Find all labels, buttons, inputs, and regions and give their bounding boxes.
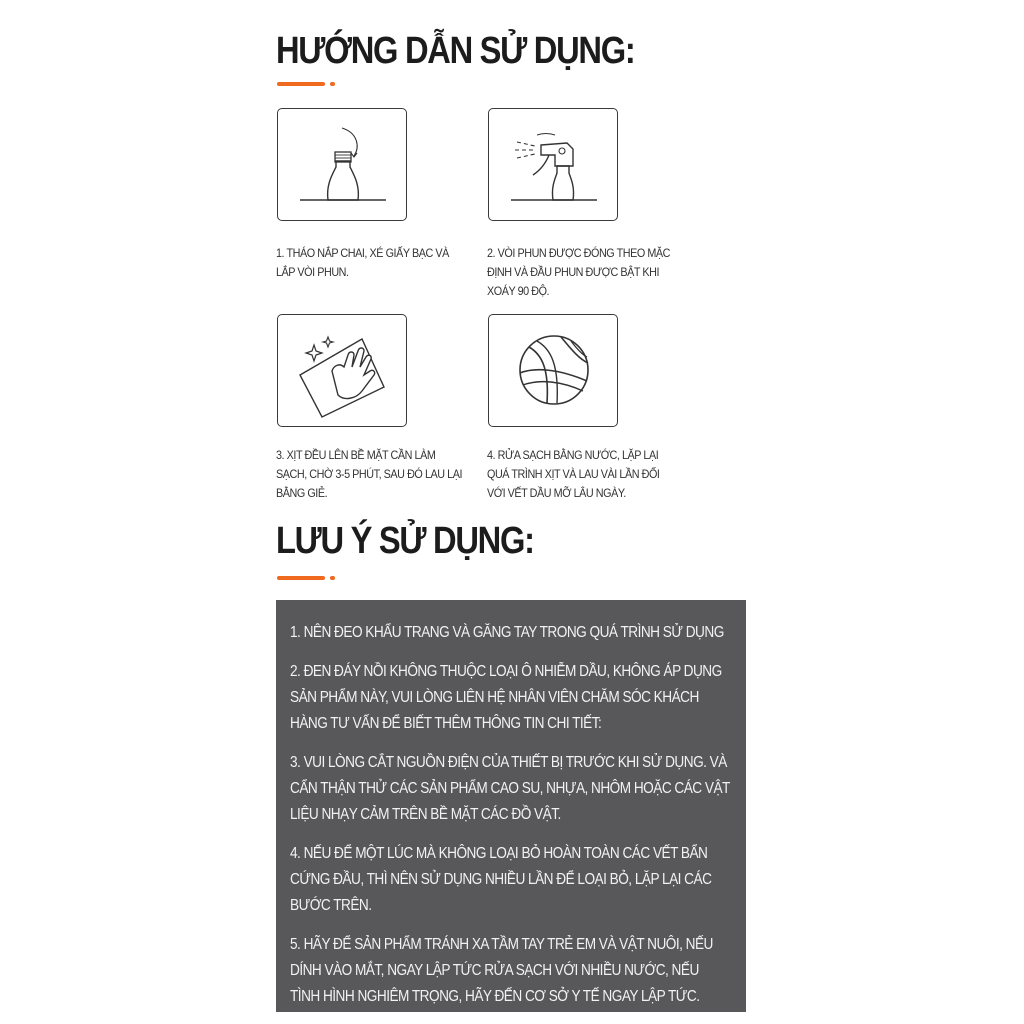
- note-item: 4. NẾU ĐỂ MỘT LÚC MÀ KHÔNG LOẠI BỎ HOÀN TOÀN CÁC VẾT BẨN CỨNG ĐẦU, THÌ NÊN SỬ DỤNG NHIỀU LẦN ĐỂ LOẠI BỎ, LẶP LẠI CÁC BƯỚC TRÊN.: [290, 845, 712, 914]
- step-2-card: [488, 108, 618, 221]
- note-item: 5. HÃY ĐỂ SẢN PHẨM TRÁNH XA TẦM TAY TRẺ EM VÀ VẬT NUÔI, NẾU DÍNH VÀO MẮT, NGAY LẬP TỨC RỬA SẠCH VỚI NHIỀU NƯỚC, NẾU TÌNH HÌNH NGHIÊM TRỌNG, HÃY ĐẾN CƠ SỞ Y TẾ NGAY LẬP TỨC.: [290, 936, 713, 1005]
- note-item: 1. NÊN ĐEO KHẨU TRANG VÀ GĂNG TAY TRONG QUÁ TRÌNH SỬ DỤNG: [290, 624, 724, 641]
- hand-wipe-icon: [278, 315, 408, 428]
- step-2-text: 2. VÒI PHUN ĐƯỢC ĐÓNG THEO MẶC ĐỊNH VÀ ĐẦU PHUN ĐƯỢC BẬT KHI XOÁY 90 ĐỘ.: [487, 246, 671, 298]
- bottle-icon: [278, 109, 408, 222]
- note-item: 3. VUI LÒNG CẮT NGUỒN ĐIỆN CỦA THIẾT BỊ TRƯỚC KHI SỬ DỤNG. VÀ CẨN THẬN THỬ CÁC SẢN PHẨM CAO SU, NHỰA, NHÔM HOẶC CÁC VẬT LIỆU NHẠY CẢM TRÊN BỀ MẶT CÁC ĐỒ VẬT.: [290, 754, 730, 823]
- note-item: 2. ĐEN ĐÁY NỒI KHÔNG THUỘC LOẠI Ô NHIỄM DẦU, KHÔNG ÁP DỤNG SẢN PHẨM NÀY, VUI LÒNG LIÊN HỆ NHÂN VIÊN CHĂM SÓC KHÁCH HÀNG TƯ VẤN ĐỂ BIẾT THÊM THÔNG TIN CHI TIẾT:: [290, 663, 722, 732]
- step-1-card: [277, 108, 407, 221]
- notes-heading: LƯU Ý SỬ DỤNG:: [276, 520, 534, 562]
- step-1-text: 1. THÁO NẮP CHAI, XÉ GIẤY BẠC VÀ LẮP VÒI PHUN.: [276, 246, 449, 279]
- step-3-card: [277, 314, 407, 427]
- step-3-text: 3. XỊT ĐỀU LÊN BỀ MẶT CẦN LÀM SẠCH, CHỜ 3-5 PHÚT, SAU ĐÓ LAU LẠI BẰNG GIẺ.: [276, 448, 463, 500]
- ball-icon: [489, 315, 619, 428]
- notes-panel: [276, 600, 746, 1012]
- usage-heading: HƯỚNG DẪN SỬ DỤNG:: [276, 30, 635, 72]
- step-4-card: [488, 314, 618, 427]
- step-4-text: 4. RỬA SẠCH BẰNG NƯỚC, LẶP LẠI QUÁ TRÌNH XỊT VÀ LAU VÀI LẦN ĐỐI VỚI VẾT DẦU MỠ LÂU NGÀY.: [487, 448, 660, 500]
- spray-bottle-icon: [489, 109, 619, 222]
